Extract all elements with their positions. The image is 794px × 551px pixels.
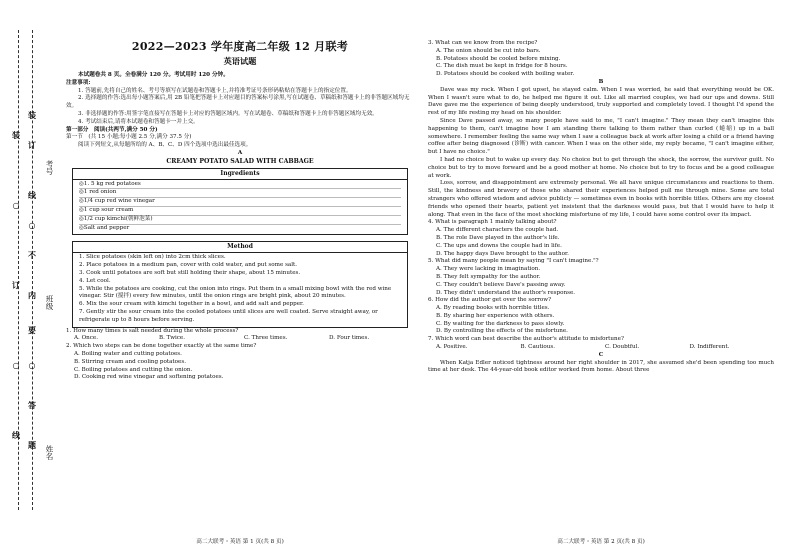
option-c[interactable]: C. Boiling potatoes and cutting the onion. bbox=[74, 366, 193, 373]
part-heading: 第一部分 阅读(共两节,满分 50 分) bbox=[66, 126, 158, 133]
outer-label: 装 bbox=[12, 130, 20, 140]
option-a[interactable]: A. Once. bbox=[74, 335, 99, 342]
question-stem: 5. What did many people mean by saying "I can't imagine."? bbox=[428, 258, 599, 265]
option-d[interactable]: D. Potatoes should be cooked with boiling water. bbox=[436, 71, 575, 78]
exam-title: 2022—2023 学年度高二年级 12 月联考 bbox=[131, 40, 349, 53]
note-item: 2. 选择题的作答:选出每小题答案后,用 2B 铅笔把答题卡上对应题目的答案标号涂黑,写在试题卷、草稿纸和答题卡上的非答题区域均无效。 bbox=[66, 95, 410, 110]
option-c[interactable]: C. The ups and downs the couple had in life. bbox=[436, 242, 562, 249]
ingredient-item: ◎1 red onion bbox=[79, 189, 401, 198]
ingredient-item: ◎1/4 cup red wine vinegar bbox=[79, 198, 401, 207]
method-title: Method bbox=[73, 242, 407, 253]
method-step: 2. Place potatoes in a medium pan, cover with cold water, and put some salt. bbox=[79, 262, 298, 269]
question-stem: 7. Which word can best describe the author's attitude to misfortune? bbox=[428, 336, 624, 343]
note-item: 3. 非选择题的作答:用签字笔直接写在答题卡上对应的答题区域内。写在试题卷、草稿纸和答题卡上的非答题区域均无效。 bbox=[78, 110, 378, 117]
cut-label: 题 bbox=[28, 440, 36, 450]
passage-paragraph: Since Dave passed away, so many people have said to me, "I can't imagine." They mean they can't imagine this happening to them, can't imagine how I am standing there talking to them rather than curled (蜷缩) up in a ball somewhere. I remember feeling the same way when I saw a colleague back at work after losing a child or a friend having coffee after being diagnosed (诊断) with cancer. When I was on the other side, my reply became, "I can't imagine either, but I have no choice." bbox=[428, 117, 774, 156]
option-c[interactable]: C. The dish must be kept in fridge for 8 hours. bbox=[436, 63, 568, 70]
option-b[interactable]: B. Twice. bbox=[159, 335, 185, 342]
cut-label: 内 bbox=[28, 290, 36, 300]
exam-number-label: 考号 bbox=[45, 160, 54, 175]
outer-label: ○ bbox=[12, 200, 20, 210]
passage-paragraph: Dave was my rock. When I got upset, he stayed calm. When I was worried, he said that everything would be OK. When I wasn't sure what to do, he helped me figure it out. Like all married couples, we had our ups and downs. Still Dave gave me the experience of being deeply understood, truly supported and completely loved. I thought I'd spend the rest of my life resting my head on his shoulder. bbox=[428, 86, 774, 117]
passage-paragraph: I had no choice but to wake up every day. No choice but to get through the shock, the sorrow, the survivor guilt. No choice but to try to move forward and be a good mother at home. No choice but to try to focus and be a good colleague at work. bbox=[428, 156, 774, 179]
option-b[interactable]: B. By sharing her experience with others. bbox=[436, 312, 555, 319]
cut-label: 要 bbox=[28, 325, 36, 335]
option-d[interactable]: D. They didn't understand the author's response. bbox=[436, 289, 576, 296]
method-box bbox=[72, 241, 408, 327]
method-step: 4. Let cool. bbox=[79, 277, 111, 284]
ingredient-item: ◎Salt and pepper bbox=[79, 224, 130, 231]
note-item: 4. 考试结束后,请将本试题卷和答题卡一并上交。 bbox=[78, 118, 199, 125]
method-step: 5. While the potatoes are cooking, cut the onion into rings. Put them in a small mixing bowl with the red wine vinegar. Stir (搅拌) every few minutes, until the onion rings are bright pink, about 20 minutes. bbox=[79, 285, 392, 300]
page-footer: 高二大联考・英语 第 1 页(共 8 页) bbox=[196, 539, 284, 545]
outer-label: ○ bbox=[12, 360, 20, 370]
cut-label: 线 bbox=[28, 190, 36, 200]
method-step: 7. Gently stir the sour cream into the cooled potatoes until slices are well coated. Serve straight away, or refrigerate up to 8 hours before serving. bbox=[79, 308, 378, 323]
option-a[interactable]: A. The onion should be cut into bars. bbox=[436, 47, 541, 54]
passage-letter: C bbox=[598, 351, 604, 358]
binding-strip bbox=[0, 0, 62, 551]
question-stem: 1. How many times is salt needed during the whole process? bbox=[66, 327, 239, 334]
option-a[interactable]: A. By reading books with horrible titles. bbox=[436, 305, 550, 312]
option-d[interactable]: D. By controlling the effects of the misfortune. bbox=[436, 328, 568, 335]
option-b[interactable]: B. They felt sympathy for the author. bbox=[436, 273, 541, 280]
exam-intro: 本试题卷共 8 页。全卷满分 120 分。考试用时 120 分钟。 bbox=[78, 72, 229, 78]
notes-title: 注意事项: bbox=[66, 79, 91, 86]
option-a[interactable]: A. Positive. bbox=[436, 344, 468, 351]
option-c[interactable]: C. By waiting for the darkness to pass slowly. bbox=[436, 320, 565, 327]
cut-label: 订 bbox=[28, 140, 36, 150]
page-2 bbox=[428, 0, 774, 551]
option-d[interactable]: D. The happy days Dave brought to the author. bbox=[436, 250, 569, 257]
exam-subject: 英语试题 bbox=[223, 56, 257, 66]
option-b[interactable]: B. The role Dave played in the author's life. bbox=[436, 234, 560, 241]
instruction: 阅读下列短文,从每题所给的 A、B、C、D 四个选项中选出最佳选项。 bbox=[78, 142, 252, 149]
question-stem: 6. How did the author get over the sorrow? bbox=[428, 297, 552, 304]
cut-label: ○ bbox=[28, 360, 36, 370]
option-b[interactable]: B. Cautious. bbox=[520, 344, 556, 351]
outer-label: 线 bbox=[12, 430, 20, 440]
method-step: 3. Cook until potatoes are soft but still holding their shape, about 15 minutes. bbox=[79, 269, 301, 276]
option-d[interactable]: D. Four times. bbox=[329, 335, 370, 342]
option-b[interactable]: B. Potatoes should be cooled before mixing. bbox=[436, 55, 561, 62]
question-options bbox=[66, 335, 414, 343]
cut-label: ○ bbox=[28, 220, 36, 230]
recipe-title: CREAMY POTATO SALAD WITH CABBAGE bbox=[166, 157, 314, 165]
ingredients-title: Ingredients bbox=[73, 169, 407, 180]
cut-label: 不 bbox=[28, 250, 36, 260]
class-label: 班级 bbox=[45, 295, 54, 310]
cut-label: 答 bbox=[28, 400, 36, 410]
option-a[interactable]: A. The different characters the couple had. bbox=[436, 227, 559, 234]
question-options bbox=[428, 344, 774, 352]
cut-label: 装 bbox=[28, 110, 36, 120]
option-d[interactable]: D. Cooking red wine vinegar and softening potatoes. bbox=[74, 374, 224, 381]
option-c[interactable]: C. Three times. bbox=[244, 335, 288, 342]
question-stem: 4. What is paragraph 1 mainly talking about? bbox=[428, 219, 557, 226]
note-item: 1. 答题前,先将自己的姓名、考号等填写在试题卷和答题卡上,并将准考证号条形码粘贴在答题卡上的指定位置。 bbox=[78, 87, 352, 94]
passage-letter: B bbox=[598, 78, 604, 85]
option-b[interactable]: B. Stirring cream and cooling potatoes. bbox=[74, 358, 186, 365]
option-a[interactable]: A. Boiling water and cutting potatoes. bbox=[74, 350, 182, 357]
question-stem: 3. What can we know from the recipe? bbox=[428, 40, 538, 46]
ingredients-box bbox=[72, 168, 408, 236]
page-footer: 高二大联考・英语 第 2 页(共 8 页) bbox=[557, 539, 645, 545]
option-d[interactable]: D. Indifferent. bbox=[689, 344, 730, 351]
method-step: 6. Mix the sour cream with kimchi together in a bowl, and add salt and pepper. bbox=[79, 301, 304, 308]
passage-paragraph: When Katja Edler noticed tightness around her right shoulder in 2017, she assumed she'd been spending too much time at her desk. The 44-year-old book editor worked from home. About three bbox=[428, 359, 774, 374]
question-stem: 2. Which two steps can be done together exactly at the same time? bbox=[66, 343, 257, 350]
page-1 bbox=[66, 0, 414, 551]
passage-letter: A bbox=[237, 149, 243, 156]
method-step: 1. Slice potatoes (skin left on) into 2cm thick slices. bbox=[79, 254, 226, 261]
outer-label: 订 bbox=[12, 280, 20, 290]
ingredient-item: ◎1. 5 kg red potatoes bbox=[79, 181, 401, 190]
ingredient-item: ◎1 cup sour cream bbox=[79, 207, 401, 216]
section-heading: 第一节 (共 15 小题;每小题 2.5 分,满分 37.5 分) bbox=[66, 134, 192, 141]
inner-cut-line bbox=[32, 30, 33, 510]
ingredient-item: ◎1/2 cup kimchi(朝鲜泡菜) bbox=[79, 216, 401, 225]
option-c[interactable]: C. They couldn't believe Dave's passing away. bbox=[436, 281, 566, 288]
passage-paragraph: Loss, sorrow, and disappointment are extremely personal. We all have unique circumstances and reactions to them. Still, the kindness and bravery of those who shared their experiences helped pull me through mine. Some are total strangers who offered wisdom and advice publicly — sometimes even in books with horrible titles. Others are my closest friends who opened their hearts, patient yet insistent that the darkness would pass, but that I would have to help it along. That even in the face of the most shocking misfortune of my life, I could have some control over its impact. bbox=[428, 180, 774, 218]
option-c[interactable]: C. Doubtful. bbox=[605, 344, 640, 351]
name-label: 姓名 bbox=[45, 445, 54, 460]
option-a[interactable]: A. They were lacking in imagination. bbox=[436, 266, 541, 273]
